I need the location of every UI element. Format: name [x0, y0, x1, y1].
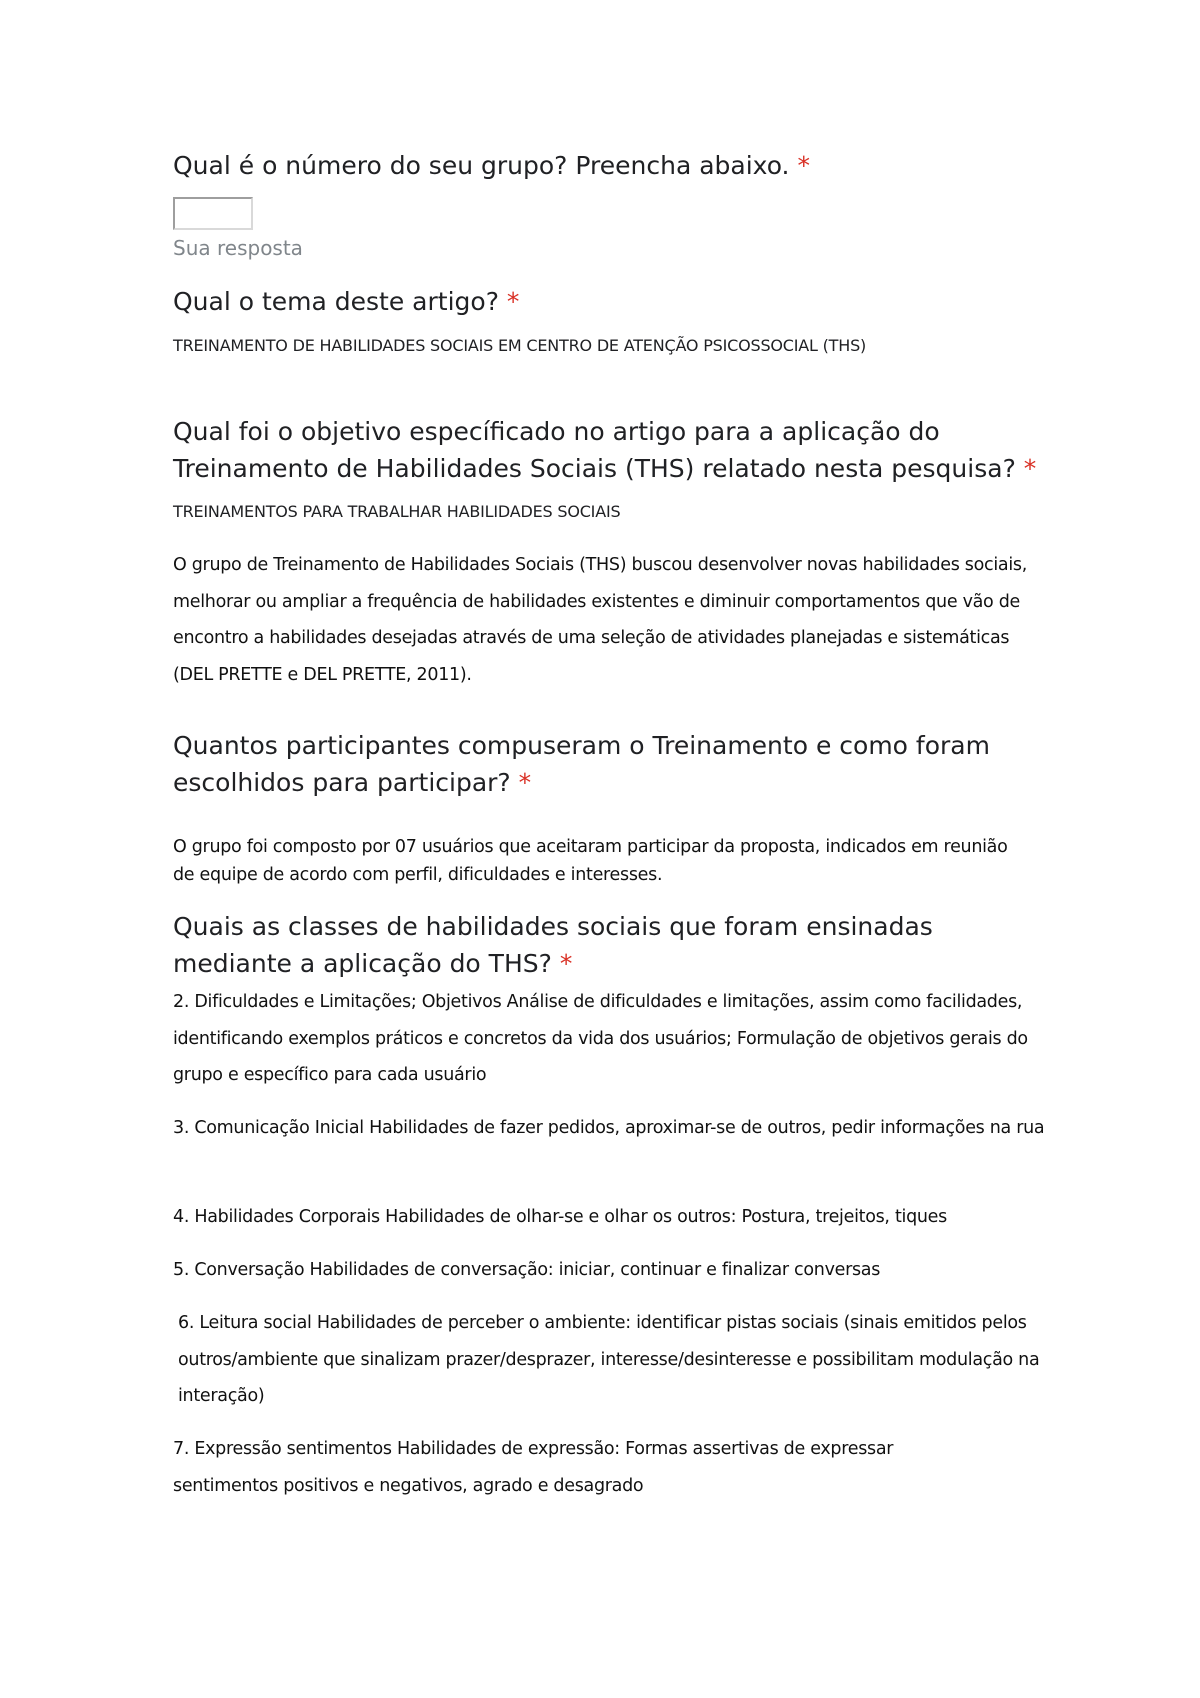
required-asterisk: * [506, 287, 520, 316]
list-item-4: 4. Habilidades Corporais Habilidades de olhar-se e olhar os outros: Postura, trejeitos, tiques [173, 1207, 947, 1227]
question-5-label: Quais as classes de habilidades sociais que foram ensinadas mediante a aplicação do THS? [173, 912, 933, 978]
required-asterisk: * [559, 949, 573, 978]
list-item-3: 3. Comunicação Inicial Habilidades de fazer pedidos, aproximar-se de outros, pedir informações na rua [173, 1118, 1045, 1138]
question-2-answer: TREINAMENTO DE HABILIDADES SOCIAIS EM CENTRO DE ATENÇÃO PSICOSSOCIAL (THS) [173, 336, 867, 355]
question-2-title [173, 283, 1053, 320]
question-4-label: Quantos participantes compuseram o Treinamento e como foram escolhidos para participar? [173, 731, 990, 797]
question-5-title [173, 908, 973, 982]
question-4-paragraph: O grupo foi composto por 07 usuários que aceitaram participar da proposta, indicados em reunião de equipe de acordo com perfil, dificuldades e interesses. [173, 837, 1008, 885]
question-2-label: Qual o tema deste artigo? [173, 287, 499, 316]
list-item-2: 2. Dificuldades e Limitações; Objetivos Análise de dificuldades e limitações, assim como facilidades, identificando exemplos práticos e concretos da vida dos usuários; Formulação de objetivos gerais do grupo e específico para cada usuário [173, 992, 1028, 1085]
question-3-answer: TREINAMENTOS PARA TRABALHAR HABILIDADES SOCIAIS [173, 502, 621, 521]
required-asterisk: * [1023, 454, 1037, 483]
question-3-paragraph: O grupo de Treinamento de Habilidades Sociais (THS) buscou desenvolver novas habilidades sociais, melhorar ou ampliar a frequência de habilidades existentes e diminuir comportamentos que vão de encontro a habilidades desejadas através de uma seleção de atividades planejadas e sistemáticas (DEL PRETTE e DEL PRETTE, 2011). [173, 555, 1027, 685]
question-4-title [173, 727, 993, 801]
list-item-5: 5. Conversação Habilidades de conversação: iniciar, continuar e finalizar conversas [173, 1260, 881, 1280]
answer-placeholder: Sua resposta [173, 236, 303, 260]
required-asterisk: * [518, 768, 532, 797]
group-number-input[interactable] [173, 197, 253, 230]
required-asterisk: * [797, 151, 810, 180]
list-item-7: 7. Expressão sentimentos Habilidades de expressão: Formas assertivas de expressar sentimentos positivos e negativos, agrado e desagrado [173, 1439, 894, 1496]
question-1-title [173, 147, 1053, 184]
question-1-label: Qual é o número do seu grupo? Preencha abaixo. [173, 151, 790, 180]
question-3-title [173, 413, 1053, 487]
list-item-6: 6. Leitura social Habilidades de perceber o ambiente: identificar pistas sociais (sinais emitidos pelos outros/ambiente que sinalizam prazer/desprazer, interesse/desinteresse e possibilitam modulação na interação) [178, 1313, 1040, 1406]
question-3-label: Qual foi o objetivo específicado no artigo para a aplicação do Treinamento de Habilidades Sociais (THS) relatado nesta pesquisa? [173, 417, 1016, 483]
